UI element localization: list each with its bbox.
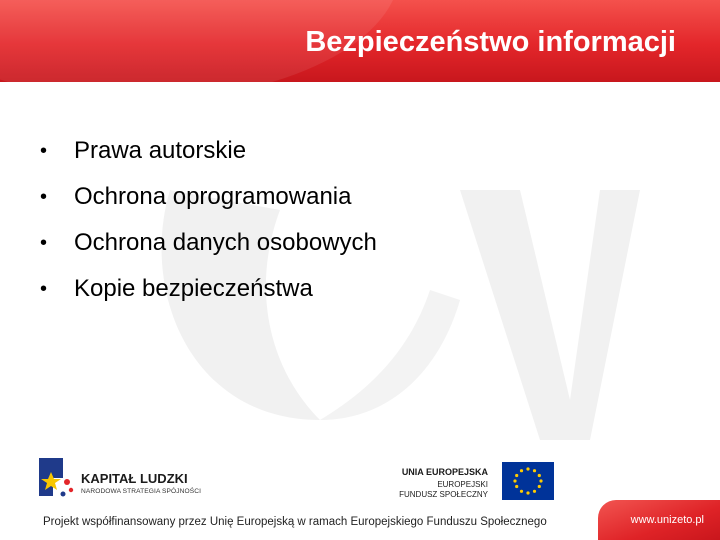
slide-header	[0, 0, 720, 82]
bullet-item	[40, 179, 377, 225]
footer-brand-block	[598, 500, 720, 540]
bullet-text: Ochrona oprogramowania	[74, 183, 352, 210]
bullet-marker: •	[40, 278, 48, 300]
website-link[interactable]: www.unizeto.pl	[630, 514, 704, 526]
bullet-marker: •	[40, 232, 48, 254]
eu-logo	[398, 461, 558, 503]
bullet-list	[40, 133, 377, 317]
bullet-text: Ochrona danych osobowych	[74, 229, 377, 256]
bullet-item	[40, 271, 377, 317]
bullet-marker: •	[40, 186, 48, 208]
slide-title: Bezpieczeństwo informacji	[305, 26, 676, 58]
cofinance-note: Projekt współfinansowany przez Unię Europejską w ramach Europejskiego Funduszu Społecznego	[43, 516, 547, 528]
bullet-item	[40, 225, 377, 271]
bullet-text: Prawa autorskie	[74, 137, 247, 164]
kapital-ludzki-logo	[33, 452, 223, 502]
eu-name: UNIA EUROPEJSKA	[401, 467, 488, 477]
bullet-marker: •	[40, 140, 48, 162]
eu-subtitle-line2: FUNDUSZ SPOŁECZNY	[399, 490, 488, 499]
eu-flag-icon	[502, 462, 554, 500]
kapital-ludzki-subtitle: NARODOWA STRATEGIA SPÓJNOŚCI	[81, 488, 202, 495]
bullet-text: Kopie bezpieczeństwa	[74, 275, 313, 302]
kapital-ludzki-emblem-icon	[33, 452, 77, 502]
eu-subtitle-line1: EUROPEJSKI	[437, 480, 488, 489]
kapital-ludzki-name: KAPITAŁ LUDZKI	[81, 471, 188, 486]
bullet-item	[40, 133, 377, 179]
